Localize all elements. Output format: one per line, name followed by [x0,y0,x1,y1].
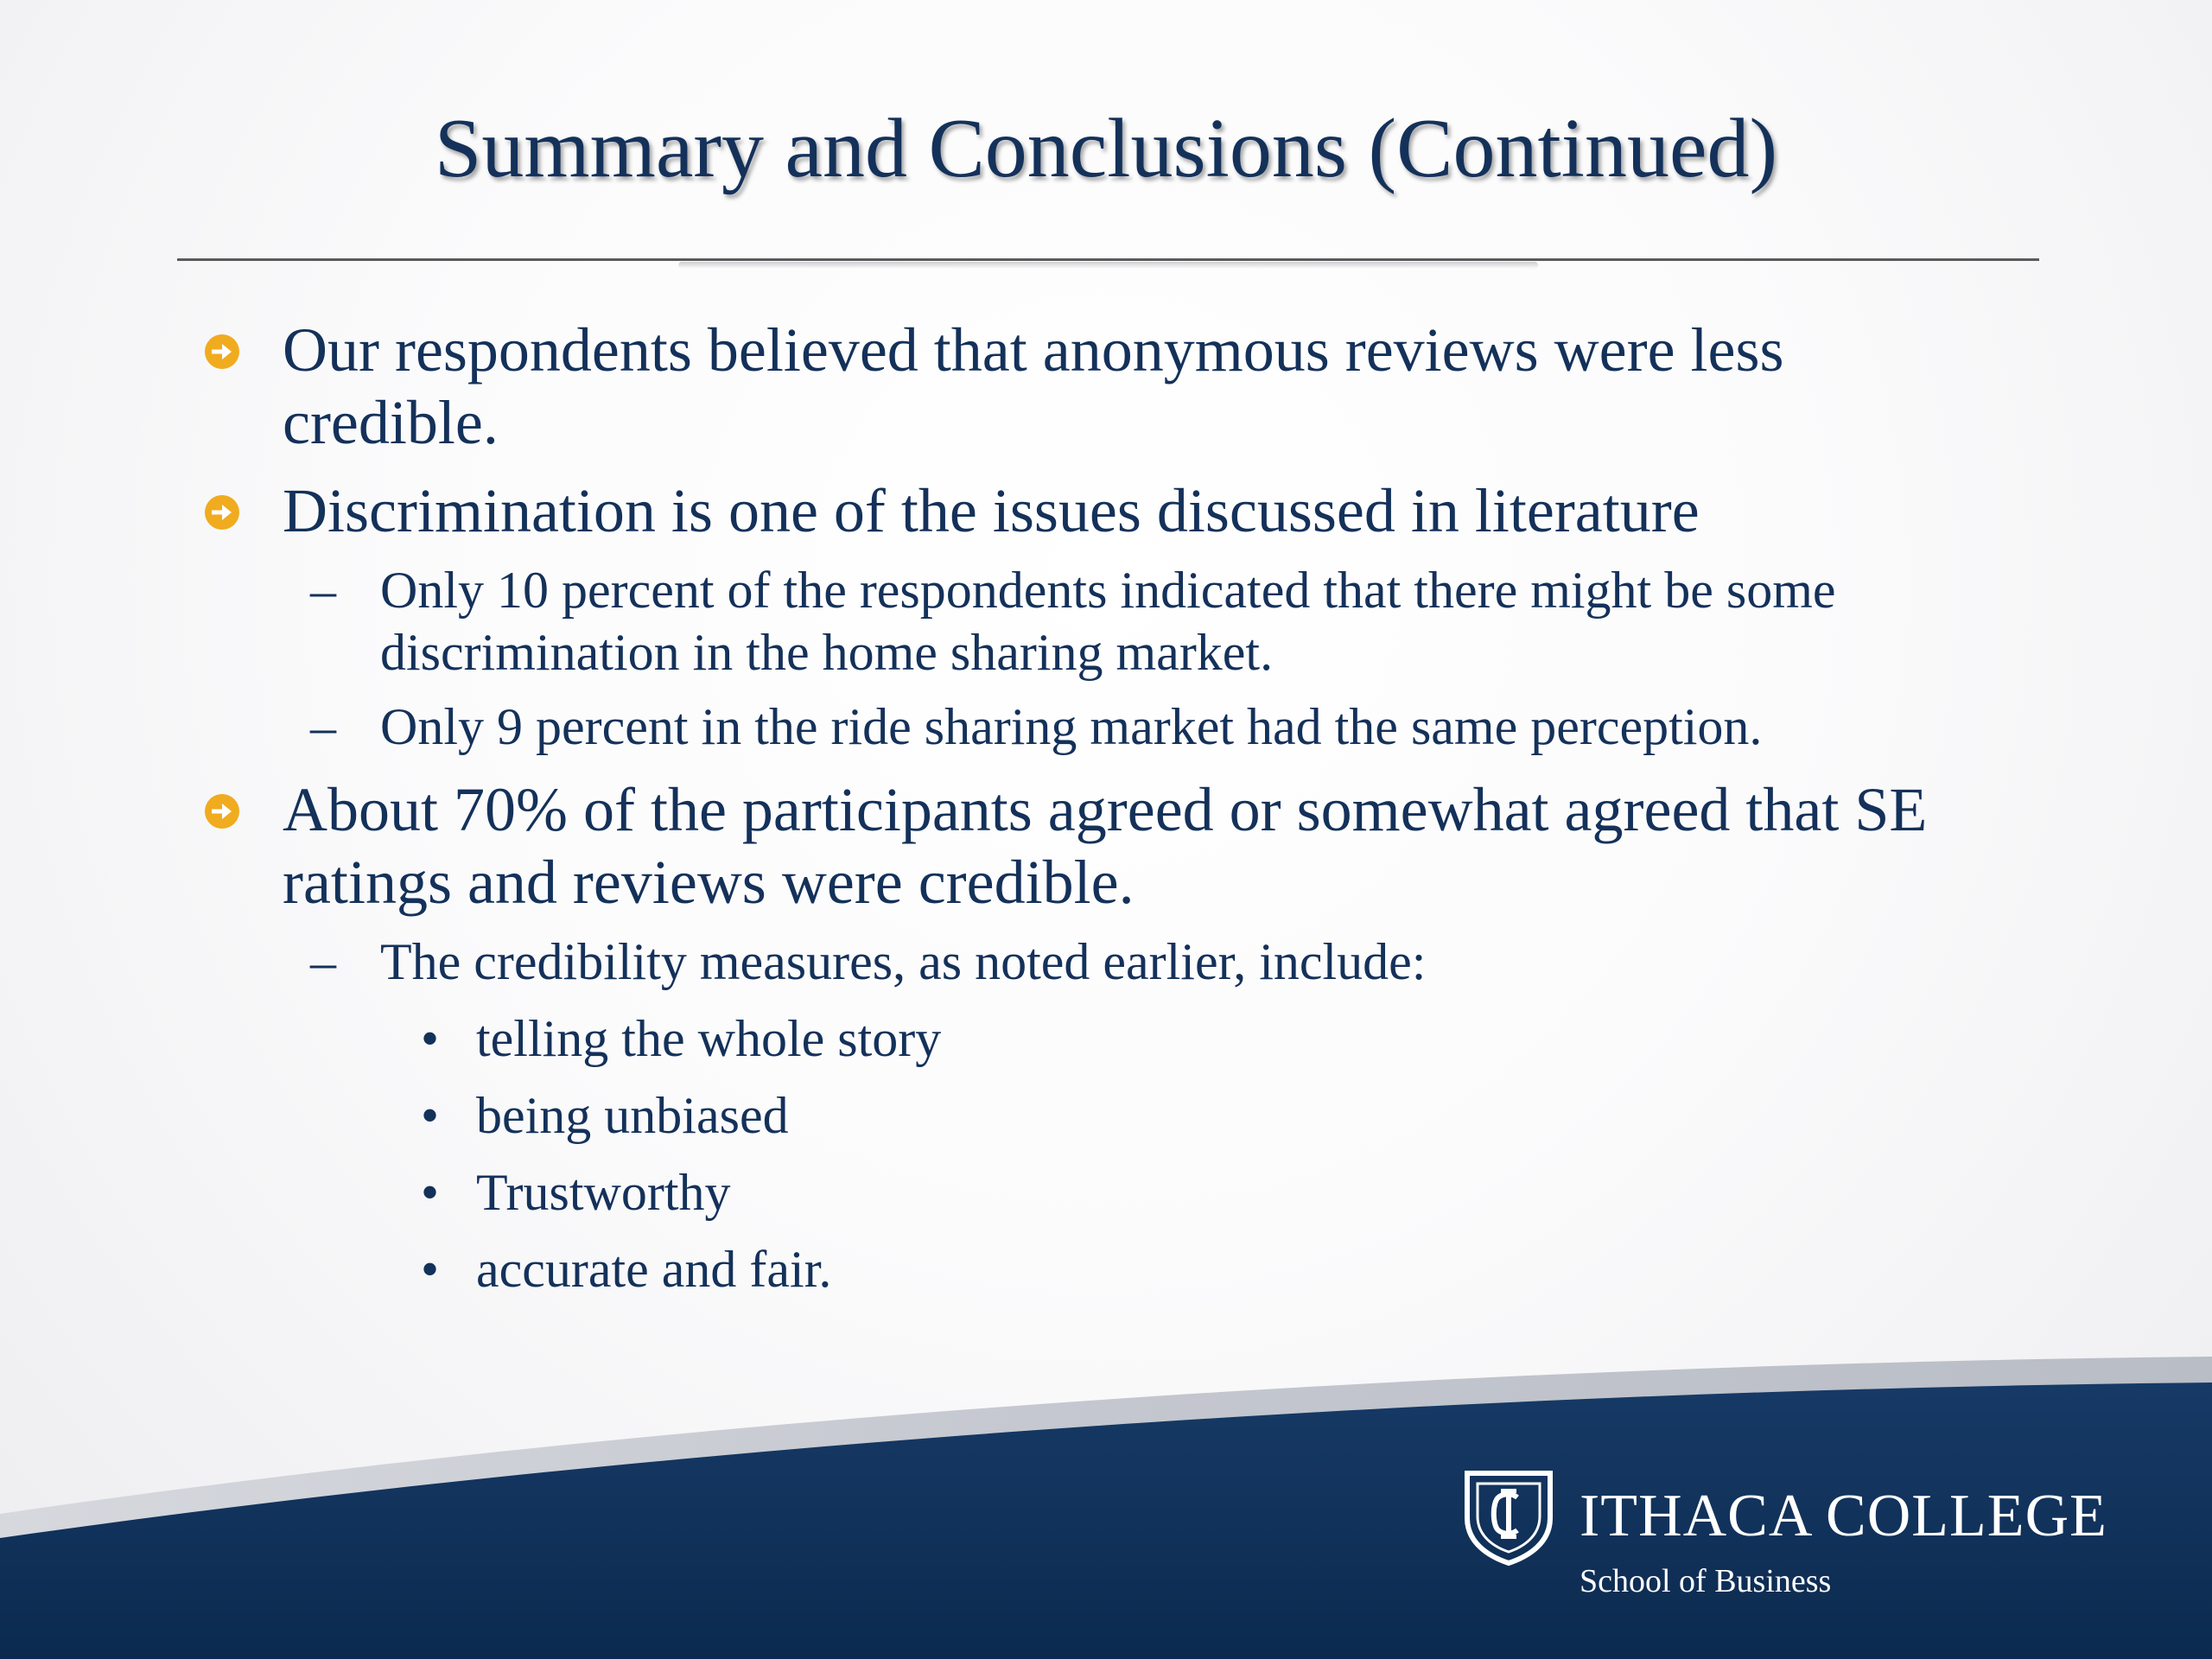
bullet-1 [283,314,2011,459]
slide-title: Summary and Conclusions (Continued) [434,102,1778,195]
bullet-1-text: Our respondents believed that anonymous reviews were less credible. [283,315,1784,457]
title-divider [177,258,2039,261]
bullet-2 [283,474,2011,547]
dash-marker: – [310,933,336,990]
list-item [421,1007,1945,1070]
sub-bullet-3-1-text: The credibility measures, as noted earlier, include: [380,933,1427,990]
slide-body [0,298,2212,1300]
arrow-circle-icon [203,792,241,830]
list-item [421,1161,1945,1224]
dash-marker: – [310,698,336,755]
list-item-text: Trustworthy [476,1164,731,1221]
title-divider-shadow [678,262,1538,269]
dash-marker: – [310,562,336,619]
list-item [421,1084,1945,1147]
arrow-circle-icon [203,493,241,531]
arrow-circle-icon [203,333,241,371]
dot-marker: • [421,1164,440,1221]
list-item-text: accurate and fair. [476,1241,832,1298]
bullet-3-text: About 70% of the participants agreed or somewhat agreed that SE ratings and reviews were credible. [283,775,1928,917]
dot-marker: • [421,1087,440,1144]
sub-bullet-2-2 [310,696,2005,758]
list-item [421,1238,1945,1300]
sub-bullet-2-1 [310,559,2005,683]
list-item-text: being unbiased [476,1087,789,1144]
list-item-text: telling the whole story [476,1010,942,1067]
sub-bullet-2-2-text: Only 9 percent in the ride sharing market had the same perception. [380,698,1763,755]
ithaca-college-shield-icon [1460,1465,1557,1567]
bullet-2-text: Discrimination is one of the issues discussed in literature [283,476,1700,545]
brand-subtitle: School of Business [1580,1563,1832,1599]
sub-bullet-2-1-text: Only 10 percent of the respondents indicated that there might be some discrimination in the home sharing market. [380,562,1836,681]
dot-marker: • [421,1241,440,1298]
sub-bullet-3-1 [310,931,2005,993]
dot-marker: • [421,1010,440,1067]
bullet-3 [283,773,2011,918]
brand-name: ITHACA COLLEGE [1580,1483,2107,1549]
